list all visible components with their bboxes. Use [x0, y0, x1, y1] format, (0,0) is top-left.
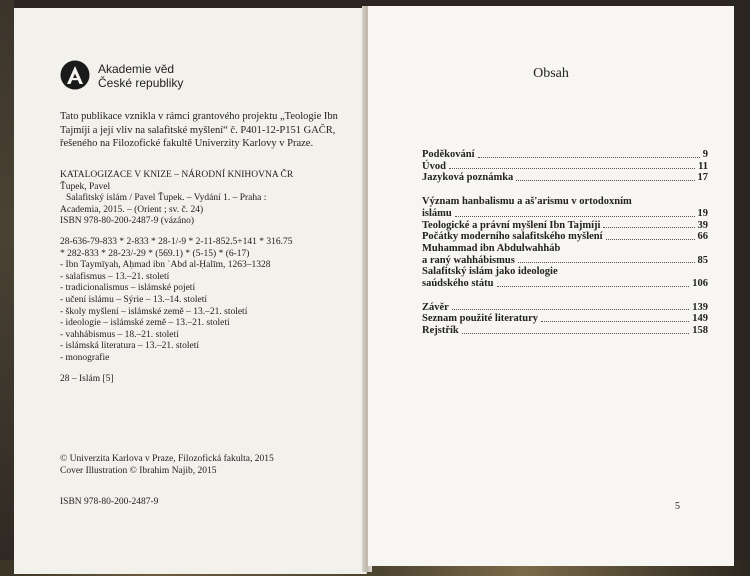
- catalog-codes-2: * 282-833 * 28-23/-29 * (569.1) * (5-15) * (6-17): [60, 248, 250, 259]
- catalog-title-2: Academia, 2015. – (Orient ; sv. č. 24): [60, 204, 204, 215]
- toc-entry: Poděkování 9: [422, 149, 708, 160]
- toc-entry: Seznam použité literatury 149: [422, 313, 708, 325]
- toc-entry: Teologické a právní myšlení Ibn Tajmíji 39: [422, 219, 708, 231]
- catalog-author: Ťupek, Pavel: [60, 181, 111, 192]
- cover-edge-left: [0, 0, 14, 576]
- logo-line-2: České republiky: [98, 76, 184, 90]
- toc-entry: Počátky moderního salafitského myšlení 66: [422, 231, 708, 243]
- catalog-header: KATALOGIZACE V KNIZE – NÁRODNÍ KNIHOVNA ČR: [60, 170, 294, 180]
- catalog-subject: - školy myšlení – islámské země – 13.–21. století: [60, 306, 248, 317]
- isbn-line: ISBN 978-80-200-2487-9: [60, 497, 159, 507]
- catalog-subject: - tradicionalismus – islámské pojetí: [60, 283, 196, 294]
- catalog-subject: - ideologie – islámské země – 13.–21. století: [60, 318, 230, 329]
- grant-statement: Tato publikace vznikla v rámci grantového projektu „Teologie Ibn Tajmíji a její vliv na salafitské myšlení“ č. P401-12-P151 GAČR, řešeného na Filozofické fakultě Univerzity Karlovy v Praze.: [60, 111, 338, 149]
- toc-entry-line: Salafitský islám jako ideologie: [422, 266, 558, 278]
- catalog-subject: - monografie: [60, 352, 110, 363]
- catalog-subject: - salafismus – 13.–21. století: [60, 271, 170, 282]
- toc-entry: Rejstřík 158: [422, 325, 708, 337]
- academy-logo: [60, 60, 280, 96]
- toc-entry: Závěr 139: [422, 301, 708, 313]
- toc-entry-line: Význam hanbalismu a aš'arismu v ortodoxním: [422, 196, 632, 208]
- catalog-codes-1: 28-636-79-833 * 2-833 * 28-1/-9 * 2-11-852.5+141 * 316.75: [60, 236, 293, 247]
- catalog-subject: - Ibn Taymīyah, Aḥmad ibn ʿAbd al-Ḥalīm, 1263–1328: [60, 260, 271, 271]
- catalog-record: [60, 170, 350, 385]
- catalog-isbn: ISBN 978-80-200-2487-9 (vázáno): [60, 216, 195, 227]
- logo-line-1: Akademie věd: [98, 62, 175, 76]
- catalog-subject: - učení islámu – Sýrie – 13.–14. století: [60, 294, 207, 305]
- copyright-block: [60, 454, 350, 477]
- catalog-subject: - islámská literatura – 13.–21. století: [60, 341, 200, 352]
- copyright-line-1: © Univerzita Karlova v Praze, Filozofická fakulta, 2015: [60, 454, 274, 464]
- toc-entry: Jazyková poznámka 17: [422, 172, 708, 184]
- catalog-classification: 28 – Islám [5]: [60, 373, 114, 384]
- page-number: 5: [675, 501, 680, 512]
- toc-entry: saúdského státu 106: [422, 278, 708, 290]
- catalog-title-1: Salafitský islám / Pavel Ťupek. – Vydání 1. – Praha :: [66, 193, 267, 204]
- toc-entry: islámu 19: [422, 207, 708, 219]
- academy-logo-icon: [60, 60, 90, 90]
- copyright-line-2: Cover Illustration © Ibrahim Najib, 2015: [60, 465, 217, 476]
- table-of-contents: [422, 149, 708, 337]
- contents-title: Obsah: [533, 66, 569, 81]
- right-page: [368, 6, 734, 566]
- toc-entry: a raný wahhábismus 85: [422, 254, 708, 266]
- catalog-subject: - vahhábismus – 18.–21. století: [60, 329, 179, 340]
- toc-entry-line: Muhammad ibn Abdulwahháb: [422, 242, 561, 254]
- left-page: [14, 8, 367, 574]
- toc-entry: Úvod 11: [422, 160, 708, 172]
